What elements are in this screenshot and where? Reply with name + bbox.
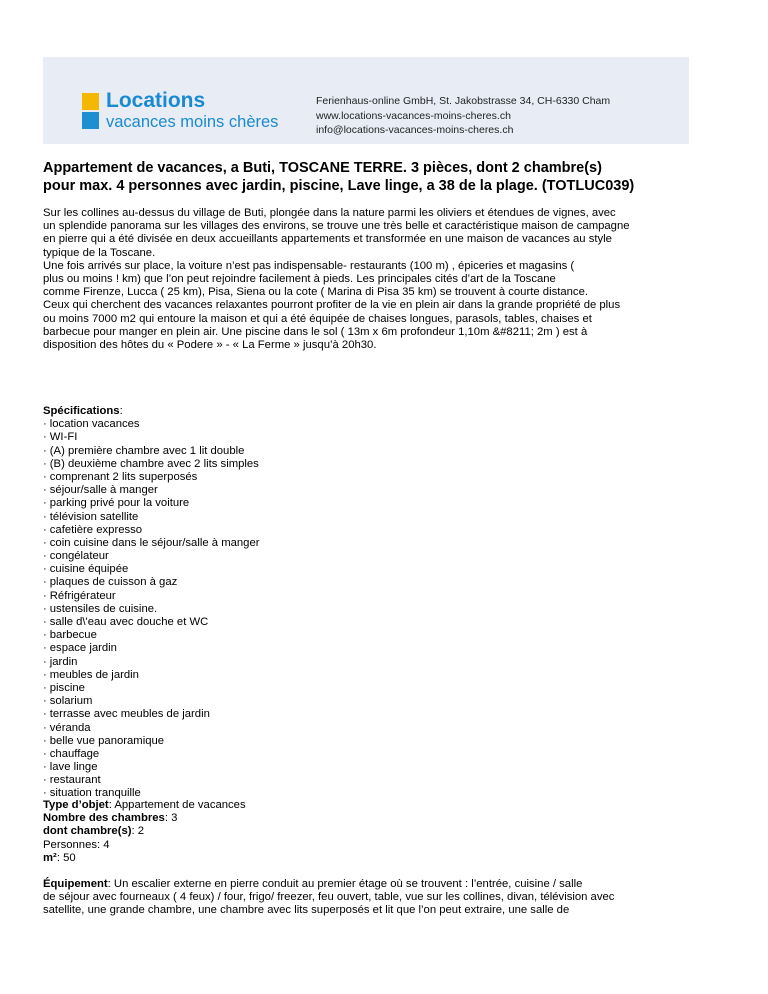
spec-item-label: jardin xyxy=(49,655,78,668)
bullet-icon: · xyxy=(43,761,47,774)
spec-item-label: WI-FI xyxy=(49,431,78,444)
bullet-icon: · xyxy=(43,695,47,708)
bullet-icon: · xyxy=(43,497,47,510)
bullet-icon: · xyxy=(43,510,47,523)
company-info xyxy=(316,94,610,138)
spec-item-label: cafetière expresso xyxy=(49,523,143,536)
spec-item-label: restaurant xyxy=(49,774,101,787)
spec-item xyxy=(43,471,733,484)
spec-item-label: (A) première chambre avec 1 lit double xyxy=(49,444,245,457)
description-line: comme Firenze, Lucca ( 25 km), Pisa, Siena ou la cote ( Marina di Pisa 35 km) se trouvent à courte distance. xyxy=(43,286,588,299)
spec-item xyxy=(43,550,733,563)
equipment-line: Équipement: Un escalier externe en pierre conduit au premier étage où se trouvent : l’entrée, cuisine / salle xyxy=(43,878,583,890)
property-details xyxy=(43,799,246,865)
bullet-icon: · xyxy=(43,563,47,576)
spec-item-label: congélateur xyxy=(49,550,109,563)
bullet-icon: · xyxy=(43,787,47,800)
spec-item xyxy=(43,497,733,510)
bullet-icon: · xyxy=(43,418,47,431)
spec-item xyxy=(43,656,733,669)
description-line: Ceux qui cherchent des vacances relaxantes pourront profiter de la vie en plein air dans la grande propriété de plus xyxy=(43,299,621,312)
spec-item xyxy=(43,563,733,576)
spec-item xyxy=(43,629,733,642)
spec-item-label: belle vue panoramique xyxy=(49,734,165,747)
description-line: plus ou moins ! km) que l’on peut rejoindre facilement à pieds. Les principales cités d’art de la Toscane xyxy=(43,273,556,286)
description-line: un splendide panorama sur les villages des environs, se trouve une très belle et caractéristique maison de campagne xyxy=(43,220,630,233)
listing-title xyxy=(43,159,733,195)
description-line: disposition des hôtes du « Podere » - « La Ferme » jusqu’à 20h30. xyxy=(43,339,377,352)
spec-item-label: ustensiles de cuisine. xyxy=(49,602,158,615)
bullet-icon: · xyxy=(43,734,47,747)
spec-item xyxy=(43,735,733,748)
spec-item-label: cuisine équipée xyxy=(49,563,129,576)
bullet-icon: · xyxy=(43,655,47,668)
spec-item-label: salle d\'eau avec douche et WC xyxy=(49,616,209,629)
bullet-icon: · xyxy=(43,576,47,589)
spec-item-label: meubles de jardin xyxy=(49,668,139,681)
spec-item xyxy=(43,445,733,458)
bullet-icon: · xyxy=(43,774,47,787)
title-line: pour max. 4 personnes avec jardin, piscine, Lave linge, a 38 de la plage. (TOTLUC039) xyxy=(43,178,635,194)
spec-item-label: piscine xyxy=(49,681,85,694)
bullet-icon: · xyxy=(43,484,47,497)
spec-item xyxy=(43,458,733,471)
spec-item-label: location vacances xyxy=(49,418,140,431)
header-banner xyxy=(43,57,689,144)
spec-item xyxy=(43,590,733,603)
company-address: Ferienhaus-online GmbH, St. Jakobstrasse 34, CH-6330 Cham xyxy=(316,95,611,107)
bullet-icon: · xyxy=(43,721,47,734)
spec-item xyxy=(43,722,733,735)
spec-item-label: séjour/salle à manger xyxy=(49,484,158,497)
description-line: typique de la Toscane. xyxy=(43,246,156,259)
spec-item-label: (B) deuxième chambre avec 2 lits simples xyxy=(49,457,259,470)
description-line: barbecue pour manger en plein air. Une piscine dans le sol ( 13m x 6m profondeur 1,10m &#8211; 2m ) est à xyxy=(43,325,588,338)
spec-item xyxy=(43,682,733,695)
spec-item-label: solarium xyxy=(49,695,93,708)
rooms-row: Nombre des chambres: 3 xyxy=(43,812,178,825)
logo-title: Locations xyxy=(106,89,206,112)
spec-item xyxy=(43,642,733,655)
logo-subtitle: vacances moins chères xyxy=(106,113,279,131)
specifications-heading: Spécifications: xyxy=(43,405,123,417)
listing-description xyxy=(43,207,733,352)
logo-blue-square xyxy=(82,112,99,129)
bedrooms-row: dont chambre(s): 2 xyxy=(43,825,145,838)
bullet-icon: · xyxy=(43,431,47,444)
bullet-icon: · xyxy=(43,642,47,655)
description-line: en pierre qui a été divisée en deux accueillants appartements et transformée en une maison de vacances au style xyxy=(43,233,612,246)
company-email: info@locations-vacances-moins-cheres.ch xyxy=(316,124,514,136)
spec-item xyxy=(43,695,733,708)
bullet-icon: · xyxy=(43,708,47,721)
spec-item xyxy=(43,708,733,721)
spec-item-label: plaques de cuisson à gaz xyxy=(49,576,178,589)
bullet-icon: · xyxy=(43,602,47,615)
bullet-icon: · xyxy=(43,550,47,563)
type-row: Type d’objet: Appartement de vacances xyxy=(43,799,246,811)
bullet-icon: · xyxy=(43,536,47,549)
spec-item-label: espace jardin xyxy=(49,642,117,655)
spec-item-label: Réfrigérateur xyxy=(49,589,116,602)
spec-item-label: comprenant 2 lits superposés xyxy=(49,470,198,483)
spec-item xyxy=(43,431,733,444)
description-line: Sur les collines au-dessus du village de Buti, plongée dans la nature parmi les oliviers et étendues de vignes, avec xyxy=(43,207,616,219)
spec-item xyxy=(43,748,733,761)
spec-item-label: parking privé pour la voiture xyxy=(49,497,190,510)
persons-row: Personnes: 4 xyxy=(43,838,110,851)
logo-yellow-square xyxy=(82,93,99,110)
bullet-icon: · xyxy=(43,457,47,470)
spec-item-label: coin cuisine dans le séjour/salle à manger xyxy=(49,536,260,549)
bullet-icon: · xyxy=(43,523,47,536)
bullet-icon: · xyxy=(43,668,47,681)
equipment-section xyxy=(43,878,733,918)
spec-item-label: chauffage xyxy=(49,747,100,760)
spec-item xyxy=(43,774,733,787)
spec-item-label: lave linge xyxy=(49,761,98,774)
bullet-icon: · xyxy=(43,589,47,602)
bullet-icon: · xyxy=(43,747,47,760)
spec-item-label: terrasse avec meubles de jardin xyxy=(49,708,210,721)
title-line: Appartement de vacances, a Buti, TOSCANE TERRE. 3 pièces, dont 2 chambre(s) xyxy=(43,160,602,176)
bullet-icon: · xyxy=(43,681,47,694)
spec-item xyxy=(43,418,733,431)
spec-item-label: situation tranquille xyxy=(49,787,141,800)
description-line: Une fois arrivés sur place, la voiture n’est pas indispensable- restaurants (100 m) , épiceries et magasins ( xyxy=(43,259,575,272)
bullet-icon: · xyxy=(43,444,47,457)
area-row: m²: 50 xyxy=(43,851,76,864)
spec-item xyxy=(43,511,733,524)
bullet-icon: · xyxy=(43,616,47,629)
specifications-section xyxy=(43,405,733,801)
spec-item xyxy=(43,603,733,616)
spec-item xyxy=(43,669,733,682)
description-line: ou moins 7000 m2 qui entoure la maison et qui a été équipée de chaises longues, parasols, tables, chaises et xyxy=(43,312,592,325)
company-website: www.locations-vacances-moins-cheres.ch xyxy=(316,109,511,122)
bullet-icon: · xyxy=(43,629,47,642)
spec-item-label: véranda xyxy=(49,721,91,734)
spec-item xyxy=(43,761,733,774)
bullet-icon: · xyxy=(43,470,47,483)
spec-item xyxy=(43,616,733,629)
equipment-line: satellite, une grande chambre, une chambre avec lits superposés et lit que l’on peut extraire, une salle de xyxy=(43,904,570,917)
spec-item xyxy=(43,576,733,589)
spec-item xyxy=(43,537,733,550)
equipment-line: de séjour avec fourneaux ( 4 feux) / four, frigo/ freezer, feu ouvert, table, vue sur les collines, divan, télévision avec xyxy=(43,891,615,904)
spec-item-label: télévision satellite xyxy=(49,510,139,523)
specifications-list xyxy=(43,418,733,800)
spec-item-label: barbecue xyxy=(49,629,97,642)
spec-item xyxy=(43,484,733,497)
spec-item xyxy=(43,524,733,537)
